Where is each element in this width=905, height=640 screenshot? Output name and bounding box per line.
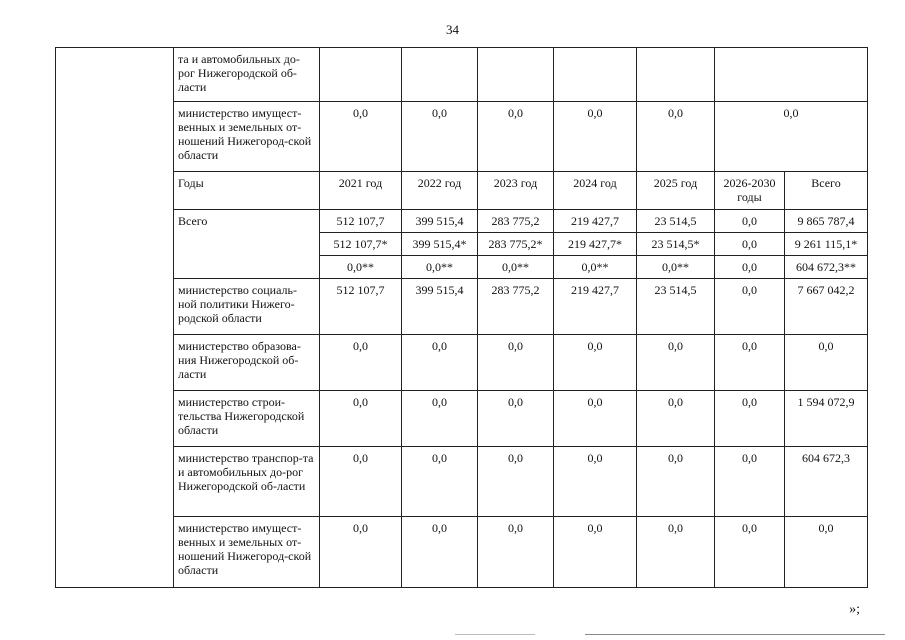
year-header: 2026-2030 годы bbox=[715, 172, 785, 210]
value-cell: 0,0 bbox=[320, 517, 402, 588]
value-cell: 0,0 bbox=[554, 447, 637, 517]
footer-rule-right bbox=[585, 634, 885, 635]
value-cell: 0,0 bbox=[715, 210, 785, 233]
table-row bbox=[56, 517, 868, 588]
value-cell: 0,0 bbox=[402, 102, 478, 172]
value-cell: 0,0** bbox=[637, 256, 715, 279]
value-cell: 399 515,4 bbox=[402, 210, 478, 233]
years-header-label: Годы bbox=[174, 172, 320, 210]
value-cell: 0,0 bbox=[478, 335, 554, 391]
value-cell: 7 667 042,2 bbox=[785, 279, 868, 335]
page-number: 34 bbox=[446, 22, 459, 37]
value-cell: 0,0 bbox=[715, 233, 785, 256]
value-cell: 0,0 bbox=[637, 102, 715, 172]
value-cell: 0,0 bbox=[320, 335, 402, 391]
value-cell: 0,0 bbox=[478, 391, 554, 447]
years-header-row bbox=[56, 172, 868, 210]
table-row bbox=[56, 48, 868, 102]
value-cell: 0,0 bbox=[554, 102, 637, 172]
row-label: министерство социаль-ной политики Нижего-родской области bbox=[174, 279, 320, 335]
table-row bbox=[56, 335, 868, 391]
value-cell: 512 107,7 bbox=[320, 279, 402, 335]
table-row bbox=[56, 391, 868, 447]
value-cell: 399 515,4 bbox=[402, 279, 478, 335]
row-label: министерство имущест-венных и земельных от-ношений Нижегород-ской области bbox=[174, 102, 320, 172]
total-row bbox=[56, 210, 868, 233]
value-cell: 0,0** bbox=[554, 256, 637, 279]
value-cell: 604 672,3 bbox=[785, 447, 868, 517]
value-cell: 0,0 bbox=[715, 447, 785, 517]
value-cell: 1 594 072,9 bbox=[785, 391, 868, 447]
year-header: Всего bbox=[785, 172, 868, 210]
value-cell: 283 775,2* bbox=[478, 233, 554, 256]
year-header: 2021 год bbox=[320, 172, 402, 210]
value-cell bbox=[554, 48, 637, 102]
value-cell: 219 427,7 bbox=[554, 210, 637, 233]
row-label: министерство имущест-венных и земельных от-ношений Нижегород-ской области bbox=[174, 517, 320, 588]
value-cell: 0,0 bbox=[637, 391, 715, 447]
value-cell: 0,0** bbox=[402, 256, 478, 279]
value-cell: 0,0 bbox=[785, 335, 868, 391]
value-cell: 0,0 bbox=[554, 335, 637, 391]
value-cell bbox=[637, 48, 715, 102]
value-cell: 9 261 115,1* bbox=[785, 233, 868, 256]
value-cell: 0,0 bbox=[715, 279, 785, 335]
value-cell: 0,0 bbox=[402, 391, 478, 447]
value-cell: 0,0 bbox=[637, 335, 715, 391]
value-cell: 23 514,5* bbox=[637, 233, 715, 256]
value-cell: 283 775,2 bbox=[478, 210, 554, 233]
value-cell: 219 427,7* bbox=[554, 233, 637, 256]
table-row bbox=[56, 102, 868, 172]
value-cell: 399 515,4* bbox=[402, 233, 478, 256]
value-cell bbox=[320, 48, 402, 102]
row-label: министерство транспор-та и автомобильных до-рог Нижегородской об-ласти bbox=[174, 447, 320, 517]
value-cell: 0,0 bbox=[402, 517, 478, 588]
value-cell: 283 775,2 bbox=[478, 279, 554, 335]
value-cell: 0,0 bbox=[320, 447, 402, 517]
value-cell: 0,0 bbox=[478, 517, 554, 588]
row-label: министерство строи-тельства Нижегородской области bbox=[174, 391, 320, 447]
value-cell: 0,0 bbox=[637, 447, 715, 517]
value-cell: 604 672,3** bbox=[785, 256, 868, 279]
year-header: 2024 год bbox=[554, 172, 637, 210]
value-cell: 0,0 bbox=[715, 335, 785, 391]
budget-table bbox=[55, 47, 868, 588]
value-cell: 0,0 bbox=[478, 447, 554, 517]
value-cell bbox=[715, 48, 868, 102]
value-cell: 0,0 bbox=[785, 517, 868, 588]
total-label: Всего bbox=[174, 210, 320, 279]
value-cell: 9 865 787,4 bbox=[785, 210, 868, 233]
row-label: та и автомобильных до-рог Нижегородской об-ласти bbox=[174, 48, 320, 102]
year-header: 2023 год bbox=[478, 172, 554, 210]
value-cell: 0,0 bbox=[402, 447, 478, 517]
value-cell: 23 514,5 bbox=[637, 210, 715, 233]
value-cell bbox=[402, 48, 478, 102]
table-row bbox=[56, 447, 868, 517]
value-cell: 0,0 bbox=[715, 517, 785, 588]
closing-quote-mark: »; bbox=[849, 602, 860, 617]
value-cell: 0,0 bbox=[402, 335, 478, 391]
value-cell: 512 107,7 bbox=[320, 210, 402, 233]
table-row bbox=[56, 279, 868, 335]
value-cell: 0,0 bbox=[715, 256, 785, 279]
value-cell: 0,0 bbox=[715, 391, 785, 447]
value-cell: 219 427,7 bbox=[554, 279, 637, 335]
value-cell: 0,0 bbox=[637, 517, 715, 588]
year-header: 2025 год bbox=[637, 172, 715, 210]
value-cell: 0,0 bbox=[478, 102, 554, 172]
value-cell: 0,0 bbox=[320, 102, 402, 172]
row-label: министерство образова-ния Нижегородской об-ласти bbox=[174, 335, 320, 391]
value-cell: 0,0 bbox=[554, 517, 637, 588]
value-cell bbox=[478, 48, 554, 102]
left-blank-column bbox=[56, 48, 174, 588]
value-cell: 0,0** bbox=[320, 256, 402, 279]
value-cell: 0,0** bbox=[478, 256, 554, 279]
value-cell: 0,0 bbox=[554, 391, 637, 447]
footer-rule-left bbox=[455, 634, 535, 635]
value-cell: 23 514,5 bbox=[637, 279, 715, 335]
value-cell: 0,0 bbox=[320, 391, 402, 447]
year-header: 2022 год bbox=[402, 172, 478, 210]
value-cell: 512 107,7* bbox=[320, 233, 402, 256]
value-cell: 0,0 bbox=[715, 102, 868, 172]
